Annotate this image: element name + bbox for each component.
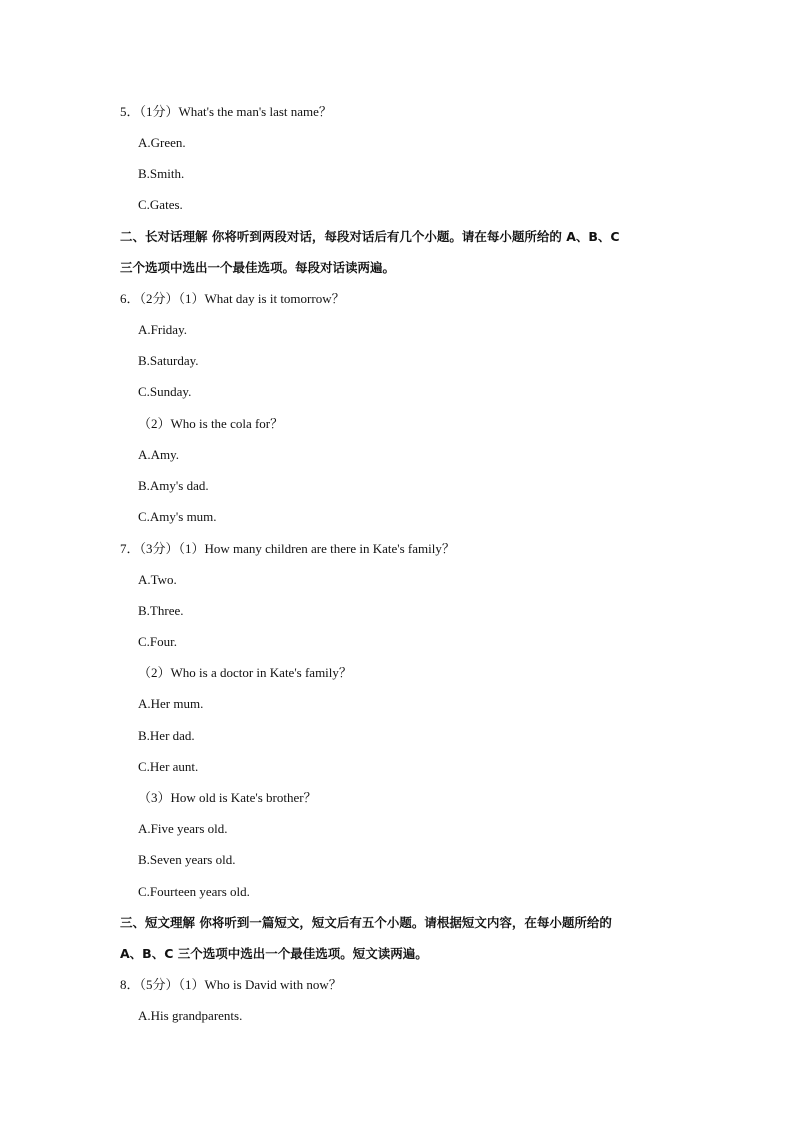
q6-2-option-b: B.Amy's dad. bbox=[138, 478, 209, 493]
q6-1-option-b: B.Saturday. bbox=[138, 353, 199, 368]
question-7-part-2: （2）Who is a doctor in Kate's family？ bbox=[138, 665, 352, 680]
q7-3-option-b: B.Seven years old. bbox=[138, 852, 236, 867]
q7-2-option-b: B.Her dad. bbox=[138, 728, 195, 743]
q7-3-option-a: A.Five years old. bbox=[138, 821, 228, 836]
q8-1-option-a: A.His grandparents. bbox=[138, 1008, 243, 1023]
q6-2-option-c: C.Amy's mum. bbox=[138, 509, 217, 524]
q7-1-option-a: A.Two. bbox=[138, 572, 177, 587]
q7-2-option-a: A.Her mum. bbox=[138, 696, 204, 711]
question-6-part-1: 6．（2分）（1）What day is it tomorrow？ bbox=[120, 291, 345, 306]
q7-1-option-b: B.Three. bbox=[138, 603, 184, 618]
q6-1-option-c: C.Sunday. bbox=[138, 384, 192, 399]
question-7-part-1: 7．（3分）（1）How many children are there in Kate's family？ bbox=[120, 541, 455, 556]
q5-option-b: B.Smith. bbox=[138, 166, 185, 181]
section-2-heading-cont: 三个选项中选出一个最佳选项。每段对话读两遍。 bbox=[120, 260, 396, 275]
q5-option-c: C.Gates. bbox=[138, 197, 183, 212]
q6-2-option-a: A.Amy. bbox=[138, 447, 180, 462]
section-3-heading-cont: A、B、C 三个选项中选出一个最佳选项。短文读两遍。 bbox=[120, 946, 428, 961]
section-2-heading: 二、长对话理解 你将听到两段对话，每段对话后有几个小题。请在每小题所给的 A、B、C bbox=[120, 229, 620, 244]
question-5: 5．（1分）What's the man's last name？ bbox=[120, 104, 332, 119]
question-7-part-3: （3）How old is Kate's brother？ bbox=[138, 790, 317, 805]
q7-3-option-c: C.Fourteen years old. bbox=[138, 884, 250, 899]
q6-1-option-a: A.Friday. bbox=[138, 322, 187, 337]
q5-option-a: A.Green. bbox=[138, 135, 186, 150]
question-6-part-2: （2）Who is the cola for？ bbox=[138, 416, 284, 431]
q7-1-option-c: C.Four. bbox=[138, 634, 178, 649]
section-3-heading: 三、短文理解 你将听到一篇短文，短文后有五个小题。请根据短文内容，在每小题所给的 bbox=[120, 915, 612, 930]
q7-2-option-c: C.Her aunt. bbox=[138, 759, 199, 774]
question-8-part-1: 8．（5分）（1）Who is David with now？ bbox=[120, 977, 342, 992]
